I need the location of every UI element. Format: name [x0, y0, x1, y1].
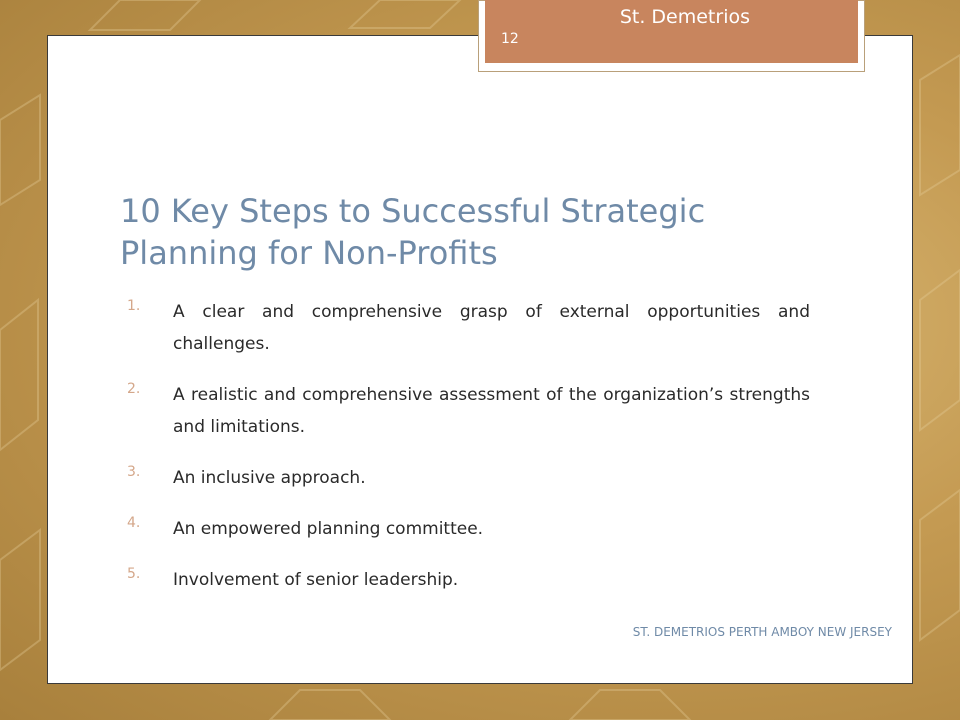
list-item [120, 379, 810, 443]
step-number: 5. [127, 566, 141, 582]
slide-footer: ST. DEMETRIOS PERTH AMBOY NEW JERSEY [632, 625, 892, 639]
list-item [120, 296, 810, 360]
list-item [120, 564, 810, 596]
step-text: A clear and comprehensive grasp of external opportunities and challenges. [173, 302, 810, 354]
step-text: Involvement of senior leadership. [173, 570, 459, 590]
slide-number: 12 [501, 31, 519, 47]
slide-title: 10 Key Steps to Successful Strategic Planning for Non-Profits [120, 192, 706, 272]
step-number: 2. [127, 381, 141, 397]
header-title: St. Demetrios [619, 6, 750, 28]
header-tab [485, 0, 858, 63]
list-item [120, 513, 810, 545]
step-number: 1. [127, 298, 141, 314]
step-text: A realistic and comprehensive assessment of the organization’s strengths and limitations. [173, 385, 810, 437]
step-text: An empowered planning committee. [173, 519, 484, 539]
list-item [120, 462, 810, 494]
step-number: 4. [127, 515, 141, 531]
steps-list [120, 296, 810, 615]
step-text: An inclusive approach. [173, 468, 366, 488]
step-number: 3. [127, 464, 141, 480]
